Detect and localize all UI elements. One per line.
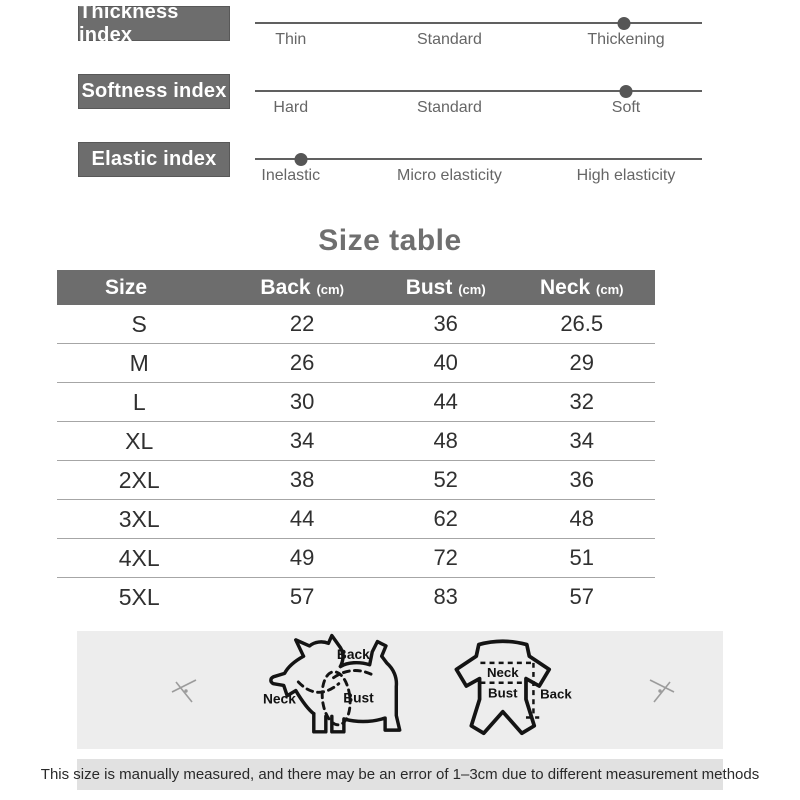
back-value: 57 bbox=[289, 584, 315, 609]
size-value: 5XL bbox=[118, 583, 160, 610]
size-value: 3XL bbox=[118, 505, 160, 532]
bust-value: 83 bbox=[433, 584, 458, 609]
scale-line bbox=[255, 158, 702, 160]
measurement-diagram-panel bbox=[77, 631, 723, 749]
elastic-index-label: Elastic index bbox=[78, 142, 230, 177]
table-row bbox=[57, 539, 655, 578]
size-value: M bbox=[129, 349, 149, 376]
back-value: 22 bbox=[289, 311, 315, 336]
col-header-back bbox=[221, 270, 382, 305]
neck-value: 32 bbox=[569, 389, 594, 414]
thickness-index-label: Thickness index bbox=[78, 6, 230, 41]
garment-neck-label: Neck bbox=[486, 664, 519, 680]
bust-value: 48 bbox=[433, 428, 458, 453]
back-value: 49 bbox=[289, 545, 315, 570]
table-row bbox=[57, 305, 655, 344]
scale-tick: Standard bbox=[416, 31, 482, 48]
index-row-elastic bbox=[0, 142, 800, 210]
index-row-thickness bbox=[0, 0, 800, 74]
dog-neck-label: Neck bbox=[263, 691, 296, 707]
scale-tick: Hard bbox=[273, 99, 309, 116]
dog-back-label: Back bbox=[336, 646, 370, 662]
neck-value: 57 bbox=[569, 584, 594, 609]
neck-value: 51 bbox=[569, 545, 594, 570]
scale-tick: Inelastic bbox=[261, 167, 321, 184]
back-value: 44 bbox=[289, 506, 315, 531]
size-value: 2XL bbox=[118, 466, 160, 493]
scale-tick: Thin bbox=[275, 31, 307, 48]
table-row bbox=[57, 422, 655, 461]
scale-line bbox=[255, 22, 702, 24]
garment-back-label: Back bbox=[540, 686, 572, 702]
table-row bbox=[57, 500, 655, 539]
dog-bust-label: Bust bbox=[343, 690, 374, 706]
footer-note: This size is manually measured, and there may be an error of 1–3cm due to different measurement methods bbox=[77, 759, 723, 790]
prev-arrow-icon[interactable] bbox=[169, 675, 199, 705]
back-value: 38 bbox=[289, 467, 315, 492]
unit-label: (cm) bbox=[596, 281, 624, 297]
table-row bbox=[57, 578, 655, 617]
garment-bust-label: Bust bbox=[488, 685, 518, 701]
size-table-title: Size table bbox=[318, 224, 462, 257]
col-header-neck bbox=[508, 270, 655, 305]
bust-value: 72 bbox=[433, 545, 458, 570]
neck-value: 26.5 bbox=[560, 311, 604, 336]
scale-dot-icon bbox=[617, 17, 630, 30]
bust-value: 36 bbox=[433, 311, 458, 336]
back-value: 34 bbox=[289, 428, 315, 453]
col-header-bust-label: Bust bbox=[405, 275, 453, 299]
size-value: L bbox=[132, 388, 146, 415]
bust-value: 44 bbox=[433, 389, 458, 414]
softness-scale bbox=[255, 74, 702, 142]
scale-line bbox=[255, 90, 702, 92]
next-arrow-icon[interactable] bbox=[647, 675, 677, 705]
unit-label: (cm) bbox=[458, 281, 486, 297]
index-row-softness bbox=[0, 74, 800, 142]
back-value: 26 bbox=[289, 350, 315, 375]
col-header-bust bbox=[383, 270, 509, 305]
neck-value: 36 bbox=[569, 467, 594, 492]
unit-label: (cm) bbox=[316, 281, 344, 297]
neck-value: 48 bbox=[569, 506, 594, 531]
col-header-back-label: Back bbox=[260, 275, 311, 299]
elastic-scale bbox=[255, 142, 702, 210]
size-value: S bbox=[131, 310, 147, 337]
thickness-scale bbox=[255, 6, 702, 74]
size-table-header-row bbox=[57, 270, 655, 305]
index-section bbox=[0, 0, 800, 210]
scale-tick: Thickening bbox=[587, 31, 665, 48]
back-value: 30 bbox=[289, 389, 315, 414]
table-row bbox=[57, 383, 655, 422]
neck-value: 29 bbox=[569, 350, 594, 375]
col-header-neck-label: Neck bbox=[539, 275, 591, 299]
dog-neck-measure-line bbox=[298, 682, 338, 692]
col-header-size: Size bbox=[57, 270, 221, 305]
garment-measurement-figure bbox=[439, 633, 579, 749]
bust-value: 52 bbox=[433, 467, 458, 492]
scale-tick: Micro elasticity bbox=[396, 167, 502, 184]
bust-value: 62 bbox=[433, 506, 458, 531]
size-value: 4XL bbox=[118, 544, 160, 571]
table-row bbox=[57, 461, 655, 500]
scale-tick: High elasticity bbox=[576, 167, 676, 184]
scale-tick: Standard bbox=[416, 99, 482, 116]
dog-measurement-figure bbox=[237, 633, 437, 749]
table-row bbox=[57, 344, 655, 383]
size-table bbox=[57, 270, 655, 616]
size-value: XL bbox=[125, 427, 154, 454]
bust-value: 40 bbox=[433, 350, 458, 375]
softness-index-label: Softness index bbox=[78, 74, 230, 109]
scale-dot-icon bbox=[295, 153, 308, 166]
neck-value: 34 bbox=[569, 428, 594, 453]
scale-dot-icon bbox=[620, 85, 633, 98]
scale-tick: Soft bbox=[611, 99, 641, 116]
